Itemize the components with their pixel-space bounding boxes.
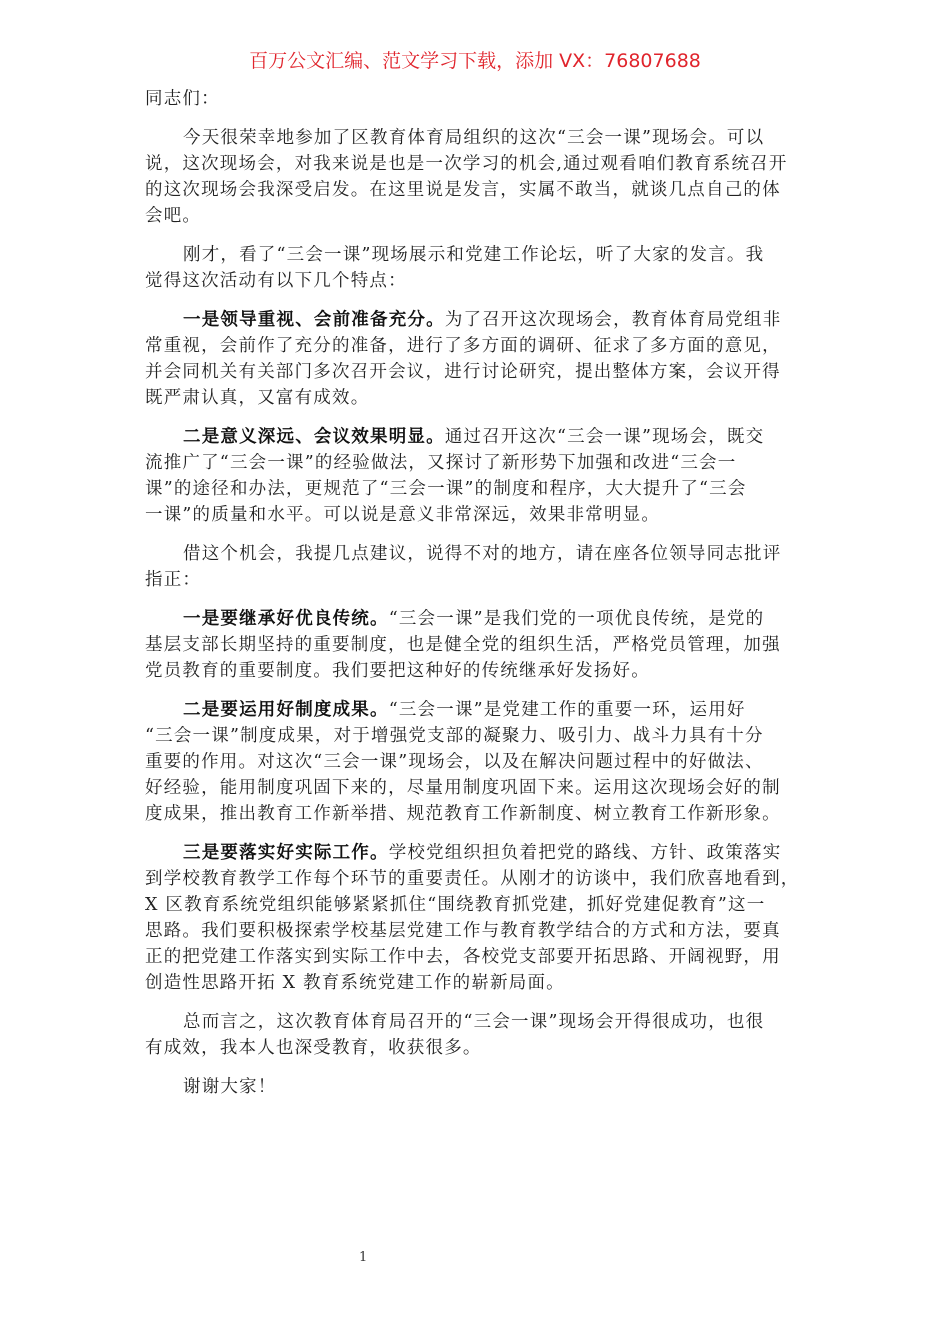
- line-text: 为了召开这次现场会，教育体育局党组非: [444, 310, 782, 330]
- text-line: [145, 1009, 825, 1035]
- text-line: [145, 749, 825, 775]
- text-line: [145, 541, 825, 567]
- line-text: 流推广了“三会一课”的经验做法，又探讨了新形势下加强和改进“三会一: [145, 453, 737, 473]
- text-line: [145, 359, 825, 385]
- line-text: 思路。我们要积极探索学校基层党建工作与教育教学结合的方式和方法，要真: [145, 921, 781, 941]
- line-text: 借这个机会，我提几点建议，说得不对的地方，请在座各位领导同志批评: [183, 544, 782, 564]
- line-text: “三会一课”是党建工作的重要一环，运用好: [388, 700, 746, 720]
- text-line: [145, 606, 825, 632]
- text-line: [145, 177, 825, 203]
- line-text: 学校党组织担负着把党的路线、方针、政策落实: [388, 843, 782, 863]
- text-line: [145, 567, 825, 593]
- text-line: [145, 970, 825, 996]
- text-line: [145, 203, 825, 229]
- text-line: [145, 125, 825, 151]
- line-text: 会吧。: [145, 206, 202, 226]
- line-text: “三会一课”制度成果，对于增强党支部的凝聚力、吸引力、战斗力具有十分: [145, 726, 764, 746]
- text-line: [145, 775, 825, 801]
- text-line: [145, 658, 825, 684]
- line-text: 好经验，能用制度巩固下来的，尽量用制度巩固下来。运用这次现场会好的制: [145, 778, 781, 798]
- paragraph: [145, 697, 825, 827]
- text-line: [145, 918, 825, 944]
- line-text: 指正：: [145, 570, 202, 590]
- line-text: 并会同机关有关部门多次召开会议，进行讨论研究，提出整体方案，会议开得: [145, 362, 781, 382]
- line-text: 基层支部长期坚持的重要制度，也是健全党的组织生活，严格党员管理，加强: [145, 635, 781, 655]
- text-line: [145, 385, 825, 411]
- text-line: [145, 268, 825, 294]
- line-text: 谢谢大家！: [183, 1077, 277, 1097]
- line-text: 今天很荣幸地参加了区教育体育局组织的这次“三会一课”现场会。可以: [183, 128, 765, 148]
- paragraph-lead: 二是要运用好制度成果。: [183, 700, 389, 720]
- line-text: 重要的作用。对这次“三会一课”现场会，以及在解决问题过程中的好做法、: [145, 752, 764, 772]
- line-text: 既严肃认真，又富有成效。: [145, 388, 370, 408]
- line-text: “三会一课”是我们党的一项优良传统，是党的: [388, 609, 765, 629]
- paragraph: [145, 840, 825, 996]
- text-line: [145, 333, 825, 359]
- text-line: [145, 502, 825, 528]
- text-line: [145, 1074, 825, 1100]
- line-text: 正的把党建工作落实到实际工作中去，各校党支部要开拓思路、开阔视野，用: [145, 947, 781, 967]
- paragraph-lead: 一是领导重视、会前准备充分。: [183, 310, 445, 330]
- paragraph: [145, 606, 825, 684]
- text-line: [145, 424, 825, 450]
- text-line: [145, 944, 825, 970]
- text-line: [145, 840, 825, 866]
- line-text: 刚才，看了“三会一课”现场展示和党建工作论坛，听了大家的发言。我: [183, 245, 765, 265]
- text-line: [145, 307, 825, 333]
- paragraph: [145, 125, 825, 229]
- document-body: [145, 86, 825, 1113]
- text-line: [145, 866, 825, 892]
- page-number: 1: [359, 1250, 368, 1265]
- text-line: [145, 801, 825, 827]
- paragraph: [145, 86, 825, 112]
- text-line: [145, 476, 825, 502]
- text-line: [145, 632, 825, 658]
- line-text: 一课”的质量和水平。可以说是意义非常深远，效果非常明显。: [145, 505, 661, 525]
- line-text: 到学校教育教学工作每个环节的重要责任。从刚才的访谈中，我们欣喜地看到，: [145, 869, 800, 889]
- line-text: 有成效，我本人也深受教育，收获很多。: [145, 1038, 482, 1058]
- line-text: 同志们：: [145, 89, 220, 109]
- line-text: 常重视，会前作了充分的准备，进行了多方面的调研、征求了多方面的意见，: [145, 336, 781, 356]
- text-line: [145, 86, 825, 112]
- line-text: 党员教育的重要制度。我们要把这种好的传统继承好发扬好。: [145, 661, 650, 681]
- paragraph-lead: 三是要落实好实际工作。: [183, 843, 389, 863]
- paragraph: [145, 1009, 825, 1061]
- text-line: [145, 697, 825, 723]
- text-line: [145, 892, 825, 918]
- line-text: 通过召开这次“三会一课”现场会，既交: [444, 427, 765, 447]
- line-text: 说，这次现场会，对我来说是也是一次学习的机会,通过观看咱们教育系统召开: [145, 154, 788, 174]
- paragraph: [145, 242, 825, 294]
- paragraph-lead: 一是要继承好优良传统。: [183, 609, 389, 629]
- paragraph: [145, 307, 825, 411]
- text-line: [145, 723, 825, 749]
- paragraph-lead: 二是意义深远、会议效果明显。: [183, 427, 445, 447]
- line-text: 觉得这次活动有以下几个特点：: [145, 271, 407, 291]
- line-text: 总而言之，这次教育体育局召开的“三会一课”现场会开得很成功，也很: [183, 1012, 765, 1032]
- line-text: 度成果，推出教育工作新举措、规范教育工作新制度、树立教育工作新形象。: [145, 804, 781, 824]
- paragraph: [145, 424, 825, 528]
- text-line: [145, 242, 825, 268]
- download-banner: 百万公文汇编、范文学习下载，添加 VX：76807688: [249, 50, 701, 72]
- text-line: [145, 450, 825, 476]
- line-text: X 区教育系统党组织能够紧紧抓住“围绕教育抓党建，抓好党建促教育”这一: [145, 895, 766, 915]
- paragraph: [145, 1074, 825, 1100]
- line-text: 的这次现场会我深受启发。在这里说是发言，实属不敢当，就谈几点自己的体: [145, 180, 781, 200]
- line-text: 课”的途径和办法，更规范了“三会一课”的制度和程序，大大提升了“三会: [145, 479, 747, 499]
- text-line: [145, 1035, 825, 1061]
- text-line: [145, 151, 825, 177]
- paragraph: [145, 541, 825, 593]
- line-text: 创造性思路开拓 X 教育系统党建工作的崭新局面。: [145, 973, 565, 993]
